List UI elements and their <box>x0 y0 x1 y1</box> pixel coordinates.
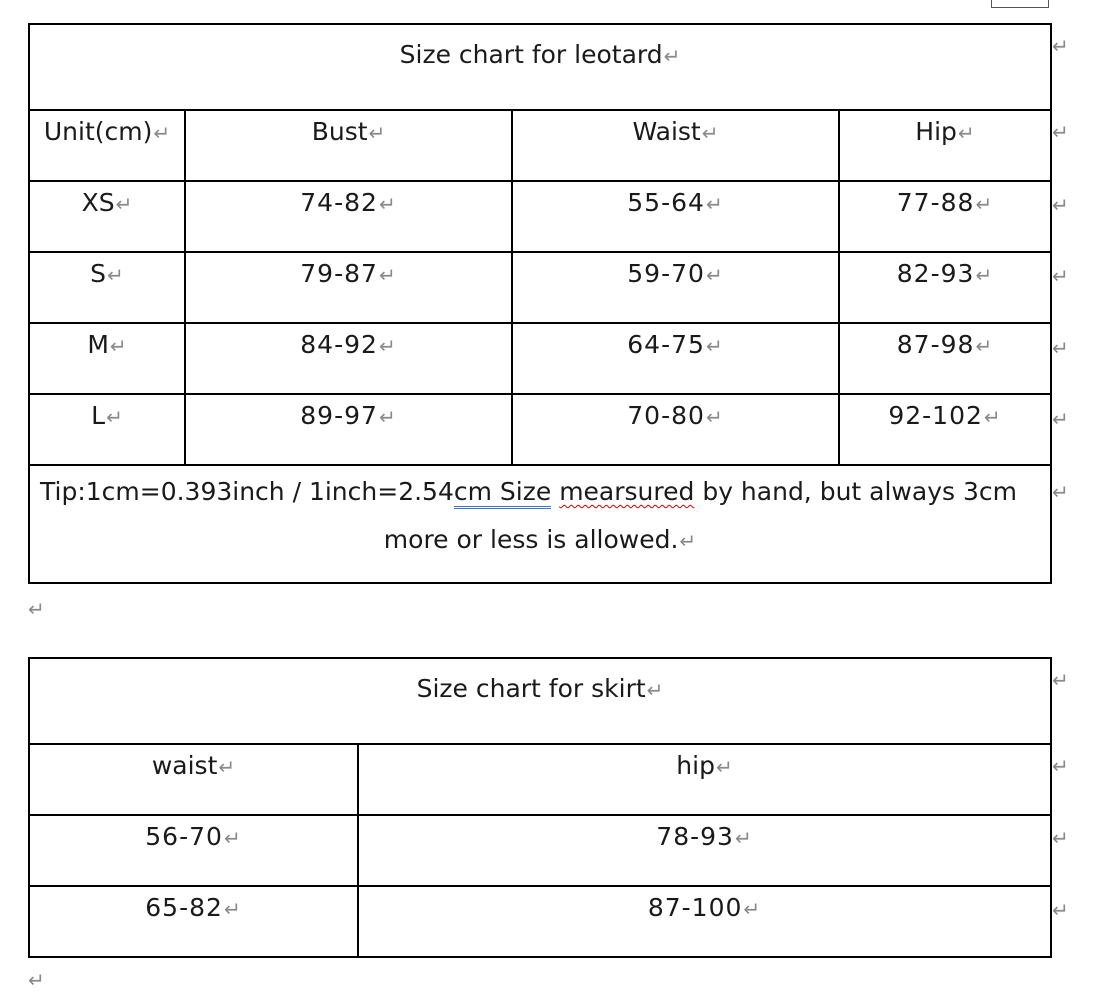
paragraph-mark: ↵ <box>28 597 45 621</box>
waist-cell[interactable] <box>29 886 358 957</box>
cell-end-mark: ↵ <box>705 192 724 216</box>
tip-row <box>29 465 1051 583</box>
tip-prefix: Tip:1cm=0.393inch / 1inch=2.54 <box>40 477 454 506</box>
header-cell-hip[interactable] <box>839 110 1051 181</box>
bust-value: 79-87 <box>300 259 378 288</box>
leotard-size-table <box>28 23 1052 584</box>
table-row <box>29 815 1051 886</box>
cell-end-mark: ↵ <box>663 44 681 68</box>
waist-cell[interactable] <box>512 181 839 252</box>
size-cell[interactable] <box>29 394 185 465</box>
waist-value: 64-75 <box>627 330 705 359</box>
waist-cell[interactable] <box>512 394 839 465</box>
hip-cell[interactable] <box>358 815 1051 886</box>
skirt-size-table <box>28 657 1052 958</box>
size-cell[interactable] <box>29 323 185 394</box>
leotard-header-row <box>29 110 1051 181</box>
cell-end-mark: ↵ <box>378 263 397 287</box>
size-label: S <box>90 259 107 288</box>
bust-cell[interactable] <box>185 252 512 323</box>
row-end-mark: ↵ <box>1052 826 1069 850</box>
header-cell-waist[interactable] <box>29 744 358 815</box>
header-cell-hip[interactable] <box>358 744 1051 815</box>
cell-end-mark: ↵ <box>983 405 1002 429</box>
tip-mearsured: mearsured <box>559 477 695 506</box>
waist-value: 55-64 <box>627 188 705 217</box>
cell-end-mark: ↵ <box>975 192 994 216</box>
header-cell-waist[interactable] <box>512 110 839 181</box>
waist-value: 56-70 <box>145 822 223 851</box>
row-end-mark: ↵ <box>1052 264 1069 288</box>
tip-space <box>551 477 559 506</box>
tip-cm-size: cm Size <box>454 477 551 509</box>
cell-end-mark: ↵ <box>646 678 664 702</box>
page-corner-box <box>991 0 1049 8</box>
table-row <box>29 886 1051 957</box>
size-label: L <box>91 401 106 430</box>
row-end-mark: ↵ <box>1052 193 1069 217</box>
size-cell[interactable] <box>29 181 185 252</box>
hip-value: 87-98 <box>896 330 975 359</box>
hip-cell[interactable] <box>839 394 1051 465</box>
table-row <box>29 181 1051 252</box>
header-unit: Unit(cm) <box>43 117 153 146</box>
bust-cell[interactable] <box>185 323 512 394</box>
row-end-mark: ↵ <box>1052 120 1069 144</box>
tip-line-2 <box>30 516 1050 564</box>
leotard-title-cell[interactable] <box>29 24 1051 110</box>
cell-end-mark: ↵ <box>153 121 171 145</box>
leotard-title: Size chart for leotard <box>399 40 663 69</box>
cell-end-mark: ↵ <box>715 755 733 779</box>
header-hip: hip <box>676 751 715 780</box>
bust-cell[interactable] <box>185 181 512 252</box>
cell-end-mark: ↵ <box>734 826 753 850</box>
waist-cell[interactable] <box>512 252 839 323</box>
tip-line-1 <box>30 468 1050 516</box>
header-waist: waist <box>151 751 218 780</box>
table-row <box>29 394 1051 465</box>
hip-cell[interactable] <box>839 323 1051 394</box>
waist-value: 70-80 <box>627 401 705 430</box>
row-end-mark: ↵ <box>1052 754 1069 778</box>
row-end-mark: ↵ <box>1052 898 1069 922</box>
cell-end-mark: ↵ <box>679 529 697 553</box>
cell-end-mark: ↵ <box>701 121 719 145</box>
tip-cell[interactable] <box>29 465 1051 583</box>
row-end-mark: ↵ <box>1052 480 1069 504</box>
header-waist: Waist <box>632 117 701 146</box>
waist-cell[interactable] <box>512 323 839 394</box>
hip-cell[interactable] <box>358 886 1051 957</box>
bust-cell[interactable] <box>185 394 512 465</box>
cell-end-mark: ↵ <box>705 405 724 429</box>
hip-value: 87-100 <box>647 893 743 922</box>
tip-rest: by hand, but always 3cm <box>694 477 1017 506</box>
cell-end-mark: ↵ <box>378 334 397 358</box>
hip-cell[interactable] <box>839 181 1051 252</box>
cell-end-mark: ↵ <box>705 334 724 358</box>
header-bust: Bust <box>311 117 368 146</box>
waist-value: 59-70 <box>627 259 705 288</box>
cell-end-mark: ↵ <box>115 192 133 216</box>
row-end-mark: ↵ <box>1052 407 1069 431</box>
cell-end-mark: ↵ <box>107 263 124 287</box>
paragraph-mark: ↵ <box>28 968 45 992</box>
skirt-title: Size chart for skirt <box>416 674 646 703</box>
table-row <box>29 252 1051 323</box>
cell-end-mark: ↵ <box>957 121 975 145</box>
bust-value: 84-92 <box>300 330 378 359</box>
size-label: XS <box>81 188 115 217</box>
table-row <box>29 323 1051 394</box>
hip-value: 82-93 <box>896 259 975 288</box>
bust-value: 89-97 <box>300 401 378 430</box>
skirt-title-row <box>29 658 1051 744</box>
tip-line-2-text: more or less is allowed. <box>383 525 679 554</box>
row-end-mark: ↵ <box>1052 668 1069 692</box>
hip-cell[interactable] <box>839 252 1051 323</box>
row-end-mark: ↵ <box>1052 34 1069 58</box>
cell-end-mark: ↵ <box>378 192 397 216</box>
cell-end-mark: ↵ <box>368 121 386 145</box>
skirt-title-cell[interactable] <box>29 658 1051 744</box>
cell-end-mark: ↵ <box>975 334 994 358</box>
leotard-title-row <box>29 24 1051 110</box>
waist-cell[interactable] <box>29 815 358 886</box>
cell-end-mark: ↵ <box>975 263 994 287</box>
cell-end-mark: ↵ <box>378 405 397 429</box>
cell-end-mark: ↵ <box>223 826 242 850</box>
header-hip: Hip <box>915 117 957 146</box>
hip-value: 92-102 <box>888 401 983 430</box>
header-cell-bust[interactable] <box>185 110 512 181</box>
hip-value: 78-93 <box>656 822 734 851</box>
cell-end-mark: ↵ <box>106 405 123 429</box>
row-end-mark: ↵ <box>1052 336 1069 360</box>
size-cell[interactable] <box>29 252 185 323</box>
size-label: M <box>87 330 109 359</box>
hip-value: 77-88 <box>896 188 975 217</box>
waist-value: 65-82 <box>145 893 223 922</box>
cell-end-mark: ↵ <box>223 897 242 921</box>
cell-end-mark: ↵ <box>109 334 127 358</box>
cell-end-mark: ↵ <box>705 263 724 287</box>
cell-end-mark: ↵ <box>218 755 236 779</box>
skirt-header-row <box>29 744 1051 815</box>
cell-end-mark: ↵ <box>743 897 762 921</box>
header-cell-unit[interactable] <box>29 110 185 181</box>
bust-value: 74-82 <box>300 188 378 217</box>
